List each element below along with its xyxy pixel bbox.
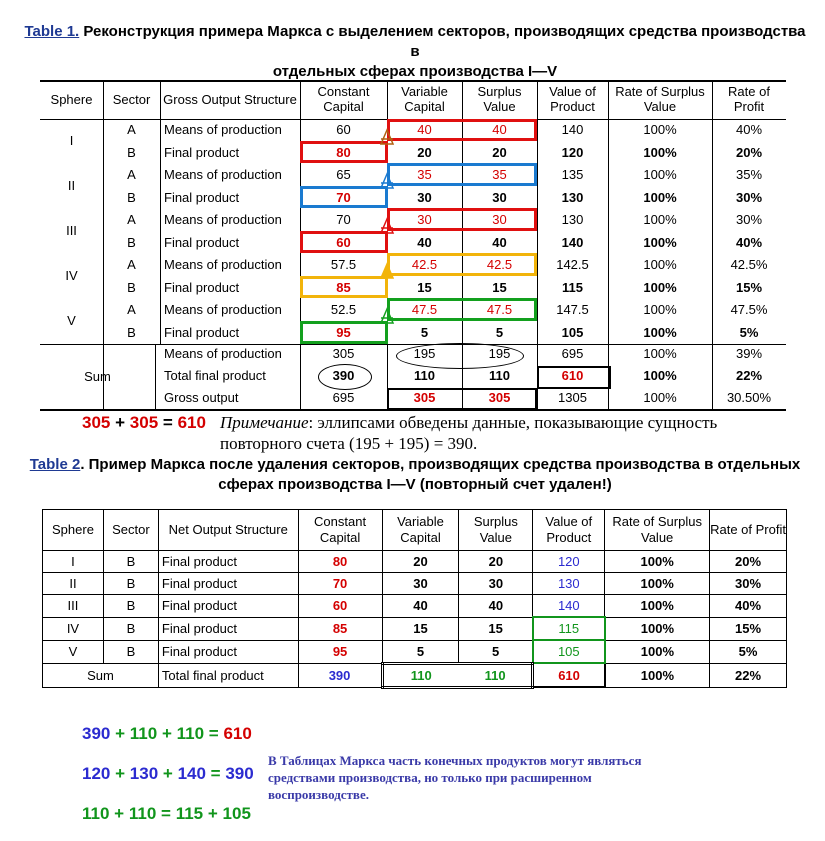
t1-structure: Means of production: [164, 212, 282, 227]
t2-sum-rate-sv: 100%: [605, 663, 710, 687]
t1-sector: A: [127, 122, 136, 137]
t1-surplus: 5: [495, 324, 504, 340]
t2-sector: B: [103, 573, 158, 595]
t2-sum-value: 610: [533, 663, 605, 687]
t1-sum-constant: 305: [332, 346, 355, 361]
t1-header-rate-sv: Rate of Surplus Value: [615, 84, 705, 114]
t1-sum-label: Sum: [84, 369, 111, 384]
t2-sum-constant: 390: [298, 663, 382, 687]
t2-sector: B: [103, 595, 158, 618]
t1-sum-rate-p: 30.50%: [726, 390, 772, 405]
t2-sum-surplus: 110: [459, 663, 533, 687]
t2-rate-p: 20%: [710, 551, 787, 573]
t2-rate-sv: 100%: [605, 617, 710, 640]
t1-rate-sv: 100%: [643, 122, 677, 137]
t1-surplus: 35: [492, 167, 507, 182]
t1-sphere: III: [66, 223, 77, 238]
t1-sector: B: [127, 234, 136, 250]
t1-value: 140: [561, 234, 584, 250]
table-row: [43, 617, 787, 640]
eq2-a: 390: [82, 724, 111, 743]
table1-label: Table 1.: [24, 23, 80, 40]
t1-constant: 60: [336, 122, 351, 137]
eq4-d: 105: [222, 804, 251, 823]
eq1-eq: =: [162, 413, 173, 432]
note: [220, 412, 820, 454]
t1-sum-surplus: 195: [488, 346, 511, 361]
t2-structure: Final product: [158, 617, 298, 640]
table-row: [43, 640, 787, 663]
t2-sum-label: Sum: [43, 663, 159, 687]
t2-value: 120: [533, 551, 605, 573]
t2-constant: 70: [298, 573, 382, 595]
eq1-b: 305: [129, 413, 159, 432]
t2-sphere: IV: [43, 617, 104, 640]
t1-sum-rate-sv: 100%: [643, 368, 677, 383]
eq3-p1: +: [115, 764, 126, 783]
t2-header-sphere: Sphere: [43, 510, 104, 551]
t1-surplus: 20: [492, 144, 507, 160]
t2-rate-p: 30%: [710, 573, 787, 595]
t1-structure: Final product: [164, 324, 240, 340]
t1-sum-constant: 390: [332, 368, 355, 383]
t2-variable: 5: [382, 640, 459, 663]
t2-header-sector: Sector: [103, 510, 158, 551]
t1-structure: Final product: [164, 189, 240, 205]
table1-title-line2: отдельных сферах производства I—V: [272, 63, 558, 80]
t1-constant: 57.5: [330, 257, 357, 272]
t1-structure: Final product: [164, 144, 240, 160]
t1-constant: 60: [336, 234, 351, 250]
eq4-b: 110: [128, 804, 157, 823]
t1-value: 115: [562, 279, 583, 295]
t1-sum-variable: 110: [414, 368, 435, 383]
t2-sphere: III: [43, 595, 104, 618]
t2-constant: 85: [298, 617, 382, 640]
eq3-p2: +: [162, 764, 173, 783]
equation-110-110-115-105: [82, 803, 251, 825]
t2-header-surplus: Surplus Value: [459, 510, 533, 551]
t1-rate-sv: 100%: [643, 279, 677, 295]
t2-surplus: 20: [459, 551, 533, 573]
eq2-eq: =: [208, 724, 219, 743]
t1-rate-p: 40%: [735, 122, 763, 137]
t1-sector: B: [127, 144, 136, 160]
t1-rate-sv: 100%: [643, 212, 677, 227]
bottom-note: [268, 752, 788, 803]
table2: [42, 509, 787, 689]
t2-sphere: I: [43, 551, 104, 573]
t1-surplus: 40: [492, 234, 507, 250]
t1-variable: 40: [417, 122, 432, 137]
t2-rate-p: 15%: [710, 617, 787, 640]
eq2-p1: +: [115, 724, 126, 743]
t1-rate-p: 30%: [735, 212, 763, 227]
t2-constant: 80: [298, 551, 382, 573]
eq4-c: 115: [175, 804, 204, 823]
eq2-c: 110: [176, 724, 205, 743]
bottom-note-line2: средствами производства, но только при расширенном: [268, 770, 592, 785]
eq3-eq: =: [210, 764, 221, 783]
t1-constant: 70: [336, 189, 351, 205]
t1-variable: 40: [417, 234, 432, 250]
table-row: [43, 551, 787, 573]
t2-header-constant: Constant Capital: [298, 510, 382, 551]
t1-constant: 70: [336, 212, 351, 227]
t1-header-structure: Gross Output Structure: [163, 92, 297, 107]
t2-structure: Final product: [158, 640, 298, 663]
t1-structure: Means of production: [164, 122, 282, 137]
table-row-sum: [43, 663, 787, 687]
t1-surplus: 42.5: [486, 257, 513, 272]
t1-variable: 5: [420, 324, 429, 340]
t2-value: 115: [533, 617, 605, 640]
t1-rate-sv: 100%: [643, 189, 677, 205]
t1-sector: A: [127, 257, 136, 272]
t1-sum-rate-sv: 100%: [643, 346, 677, 361]
eq2-r: 610: [223, 724, 252, 743]
t1-sector: A: [127, 302, 136, 317]
t1-value: 140: [561, 122, 584, 137]
t1-rate-p: 15%: [735, 279, 763, 295]
t2-surplus: 5: [459, 640, 533, 663]
t1-sphere: I: [69, 133, 74, 148]
t1-constant: 85: [336, 279, 351, 295]
t1-variable: 30: [417, 189, 432, 205]
t2-constant: 95: [298, 640, 382, 663]
t1-structure: Means of production: [164, 167, 282, 182]
t2-variable: 15: [382, 617, 459, 640]
t1-header-rate-p: Rate of Profit: [728, 84, 770, 114]
t1-sum-constant: 695: [332, 390, 355, 405]
t2-value: 130: [533, 573, 605, 595]
t2-sum-structure: Total final product: [158, 663, 298, 687]
t1-sum-rate-sv: 100%: [643, 390, 677, 405]
note-line2: повторного счета (195 + 195) = 390.: [220, 434, 478, 453]
table2-title-line2: сферах производства I—V (повторный счет удален!): [218, 476, 612, 493]
t2-rate-sv: 100%: [605, 573, 710, 595]
t1-surplus: 30: [492, 189, 507, 205]
eq4-a: 110: [82, 804, 110, 823]
t1-variable: 35: [417, 167, 432, 182]
eq4-p1: +: [114, 804, 125, 823]
t1-rate-sv: 100%: [643, 324, 677, 340]
t1-sum-rate-p: 22%: [735, 368, 763, 383]
t2-structure: Final product: [158, 551, 298, 573]
t1-variable: 15: [417, 279, 432, 295]
t1-sum-surplus: 110: [489, 368, 510, 383]
table1-title: [20, 22, 810, 82]
t1-header-variable: Variable Capital: [401, 84, 448, 114]
t2-rate-sv: 100%: [605, 595, 710, 618]
t2-rate-sv: 100%: [605, 640, 710, 663]
t1-structure: Final product: [164, 279, 240, 295]
eq3-a: 120: [82, 764, 111, 783]
eq2-b: 110: [129, 724, 158, 743]
table1-title-line1: Реконструкция примера Маркса с выделением секторов, производящих средства производства в: [79, 23, 806, 60]
t1-rate-sv: 100%: [643, 302, 677, 317]
eq2-p2: +: [161, 724, 172, 743]
t1-structure: Means of production: [164, 302, 282, 317]
equation-120-130-140-390: [82, 763, 254, 785]
t2-surplus: 40: [459, 595, 533, 618]
t1-rate-p: 42.5%: [730, 257, 768, 272]
t1-sum-value: 695: [561, 346, 584, 361]
t2-sector: B: [103, 551, 158, 573]
t1-header-sphere: Sphere: [50, 92, 93, 107]
t1-value: 147.5: [556, 302, 589, 317]
t2-sphere: II: [43, 573, 104, 595]
t2-header-value: Value of Product: [533, 510, 605, 551]
t2-surplus: 30: [459, 573, 533, 595]
t1-constant: 80: [336, 144, 351, 160]
t2-rate-p: 5%: [710, 640, 787, 663]
t1-variable: 42.5: [411, 257, 438, 272]
t1-sphere: II: [67, 178, 76, 193]
t1-rate-p: 30%: [735, 189, 763, 205]
t1-sum-variable: 195: [413, 346, 436, 361]
t1-sector: B: [127, 279, 136, 295]
t1-value: 120: [561, 144, 584, 160]
t1-value: 130: [561, 189, 584, 205]
t1-rate-p: 20%: [735, 144, 763, 160]
t1-rate-sv: 100%: [643, 144, 677, 160]
bottom-note-line3: воспроизводстве.: [268, 787, 369, 802]
t1-surplus: 30: [492, 212, 507, 227]
t1-variable: 20: [417, 144, 432, 160]
t2-sphere: V: [43, 640, 104, 663]
t1-constant: 52.5: [330, 302, 357, 317]
t1-header-constant: Constant Capital: [317, 84, 370, 114]
t1-structure: Means of production: [164, 257, 282, 272]
table2-title: [20, 455, 810, 495]
table-row: [43, 595, 787, 618]
t2-variable: 40: [382, 595, 459, 618]
equation-390-110-110-610: [82, 723, 252, 745]
t2-header-variable: Variable Capital: [382, 510, 459, 551]
t1-header-value: Value of Product: [549, 84, 596, 114]
t2-variable: 30: [382, 573, 459, 595]
t2-structure: Final product: [158, 573, 298, 595]
note-label: Примечание: [220, 413, 309, 432]
t1-sum-rate-p: 39%: [735, 346, 763, 361]
t1-header-surplus: Surplus Value: [477, 84, 522, 114]
t1-sector: B: [127, 324, 136, 340]
t1-sum-surplus: 305: [488, 390, 511, 405]
t1-value: 130: [561, 212, 584, 227]
t1-sum-variable: 305: [413, 390, 436, 405]
bottom-note-line1: В Таблицах Маркса часть конечных продуктов могут являться: [268, 753, 642, 768]
t2-surplus: 15: [459, 617, 533, 640]
t2-variable: 20: [382, 551, 459, 573]
t2-rate-sv: 100%: [605, 551, 710, 573]
t1-constant: 65: [336, 167, 351, 182]
t2-structure: Final product: [158, 595, 298, 618]
t2-sum-rate-p: 22%: [710, 663, 787, 687]
t1-structure: Final product: [164, 234, 240, 250]
eq3-r: 390: [225, 764, 254, 783]
t1-rate-p: 40%: [735, 234, 763, 250]
t1-rate-p: 35%: [735, 167, 763, 182]
t2-header-rate-p: Rate of Profit: [710, 510, 787, 551]
t2-header-rate-sv: Rate of Surplus Value: [605, 510, 710, 551]
t1-sum-structure: Total final product: [164, 368, 266, 383]
eq1-a: 305: [82, 413, 111, 432]
t2-constant: 60: [298, 595, 382, 618]
t1-surplus: 15: [492, 279, 507, 295]
t1-value: 105: [561, 324, 584, 340]
table2-title-line1: . Пример Маркса после удаления секторов, производящих средства производства в отдельных: [80, 456, 801, 473]
t2-value: 105: [533, 640, 605, 663]
t1-sum-structure: Means of production: [164, 346, 282, 361]
note-line1: : эллипсами обведены данные, показывающие сущность: [308, 413, 718, 432]
t1-value: 142.5: [556, 257, 589, 272]
t2-rate-p: 40%: [710, 595, 787, 618]
t1-rate-p: 5%: [739, 324, 759, 340]
t1-sphere: V: [67, 313, 76, 328]
t1-value: 135: [561, 167, 584, 182]
eq4-eq: =: [161, 804, 171, 823]
t1-header-sector: Sector: [112, 92, 151, 107]
t1-rate-sv: 100%: [643, 234, 677, 250]
t1-sector: A: [127, 167, 136, 182]
eq4-p2: +: [207, 804, 218, 823]
t1-surplus: 47.5: [486, 302, 513, 317]
t2-header-structure: Net Output Structure: [158, 510, 298, 551]
eq3-b: 130: [129, 764, 159, 783]
eq1-plus: +: [115, 413, 126, 432]
t1-rate-sv: 100%: [643, 257, 677, 272]
t1-constant: 95: [336, 324, 351, 340]
t2-sector: B: [103, 617, 158, 640]
eq1-result: 610: [177, 413, 206, 432]
t1-variable: 30: [417, 212, 432, 227]
t1-sum-value: 610: [561, 368, 584, 383]
t1-sphere: IV: [65, 268, 78, 283]
t1-rate-sv: 100%: [643, 167, 677, 182]
table-row: [43, 573, 787, 595]
t2-sector: B: [103, 640, 158, 663]
t1-surplus: 40: [492, 122, 507, 137]
t1-sum-structure: Gross output: [164, 390, 239, 405]
table2-label: Table 2: [29, 456, 81, 473]
t1-sum-value: 1305: [558, 390, 587, 405]
t2-value: 140: [533, 595, 605, 618]
t1-variable: 47.5: [411, 302, 438, 317]
t1-sector: B: [127, 189, 136, 205]
t1-rate-p: 47.5%: [730, 302, 768, 317]
equation-305-305-610: [82, 412, 206, 434]
t1-sector: A: [127, 212, 136, 227]
eq3-c: 140: [177, 764, 206, 783]
t2-sum-variable: 110: [382, 663, 459, 687]
